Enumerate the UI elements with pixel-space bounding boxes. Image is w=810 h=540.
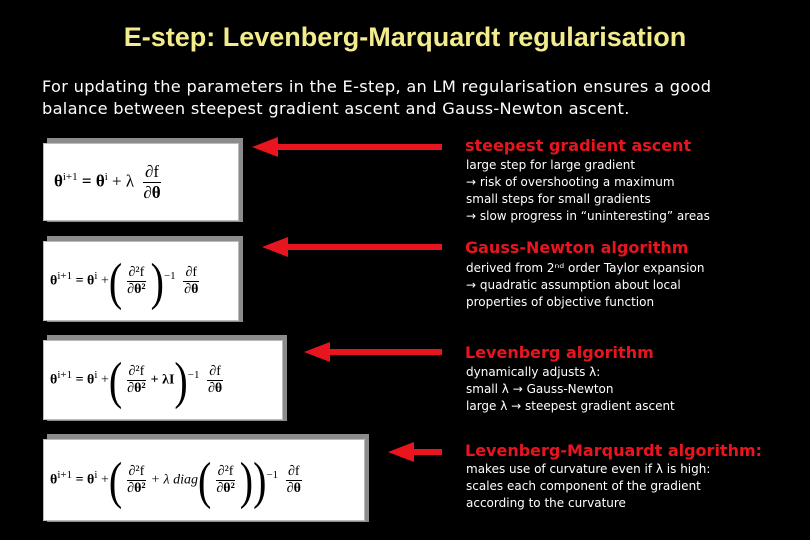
equation-gauss-newton	[43, 241, 239, 321]
description-gauss-newton: derived from 2ⁿᵈ order Taylor expansion → quadratic assumption about local properties of objective function	[466, 261, 705, 309]
arrowhead-3	[304, 342, 330, 362]
equation-formula: $\theta^{i+1} = \theta^i$ +( $\frac{\text{∂²f}}{\text{∂θ²}}$ + λI)$^{-1}$ $\frac{\partial f}{\partial\theta}$	[50, 350, 223, 410]
equation-levenberg	[43, 340, 283, 420]
arrow-3	[328, 349, 442, 355]
intro-line-1: For updating the parameters in the E-step, an LM regularisation ensures a good	[42, 77, 712, 96]
equation-formula: $\theta^{i+1} = \theta^i$ +( $\frac{\text{∂²f}}{\text{∂θ²}}$ )$^{-1}$ $\frac{\partial f}{\partial\theta}$	[50, 251, 199, 311]
heading-gauss-newton: Gauss-Newton algorithm	[465, 238, 689, 257]
arrowhead-1	[252, 137, 278, 157]
equation-formula: $\theta^{i+1} = \theta^i + \lambda$ $\frac{\partial f}{\partial\theta}$	[54, 161, 161, 202]
intro-text	[42, 76, 782, 120]
arrowhead-2	[262, 237, 288, 257]
equation-steepest-gradient	[43, 143, 239, 221]
slide-title: E-step: Levenberg-Marquardt regularisation	[123, 22, 687, 52]
equation-formula: $\theta^{i+1} = \theta^i$ +( $\frac{\text{∂²f}}{\text{∂θ²}}$ + λ diag( $\frac{\text{∂²f}}{\text{∂θ²}}$ ))$^{-1}$ $\frac{\partial f}{\partial\theta}$	[50, 450, 301, 510]
intro-line-2: balance between steepest gradient ascent and Gauss-Newton ascent.	[42, 99, 630, 118]
description-levenberg: dynamically adjusts λ: small λ → Gauss-Newton large λ → steepest gradient ascent	[466, 365, 675, 413]
description-steepest-gradient: large step for large gradient → risk of overshooting a maximum small steps for small gradients → slow progress in “uninteresting” areas	[466, 158, 710, 223]
heading-levenberg: Levenberg algorithm	[465, 343, 654, 362]
heading-levenberg-marquardt: Levenberg-Marquardt algorithm:	[465, 441, 763, 460]
arrowhead-4	[388, 442, 414, 462]
arrow-1	[276, 144, 442, 150]
equation-levenberg-marquardt	[43, 439, 365, 521]
description-levenberg-marquardt: makes use of curvature even if λ is high: scales each component of the gradient according to the curvature	[466, 462, 711, 510]
arrow-2	[286, 244, 442, 250]
arrow-4	[412, 449, 442, 455]
heading-steepest-gradient: steepest gradient ascent	[465, 136, 692, 155]
